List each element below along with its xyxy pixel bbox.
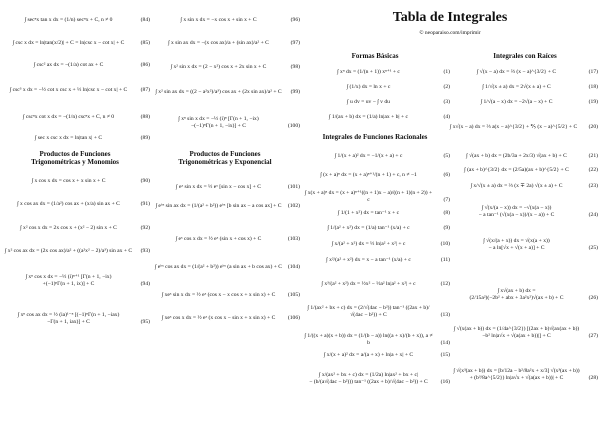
- formula-6: [304, 172, 450, 179]
- formula-number: (27): [588, 333, 598, 339]
- formula-89: [4, 135, 150, 142]
- formula-expression: ∫ 1/(1 + x²) dx = tan⁻¹ x + c: [337, 210, 400, 216]
- formula-expression: ∫ x²/(a² + x²) dx = x − a tan⁻¹ (x/a) + c: [326, 257, 411, 263]
- formula-expression: ∫ xeˣ cos x dx = ½ eˣ (x cos x − sin x + x sin x) + C: [161, 315, 276, 321]
- formula-expression: ∫ (1/x) dx = ln x + c: [346, 84, 391, 90]
- heading-line: Trigonométricas y Exponencial: [178, 158, 272, 166]
- formula-28: [452, 368, 598, 382]
- formula-27: [452, 326, 598, 340]
- formula-number: (16): [440, 379, 450, 385]
- formula-line: ∫ xⁿ cos ax dx = ½ (ia)¹⁻ⁿ [(−1)ⁿΓ(n + 1, −iax): [17, 312, 120, 318]
- formula-line: ∫ xⁿ cos x dx = −½ (i)ⁿ⁺¹ [Γ(n + 1, −ix): [25, 274, 112, 280]
- formula-88: [4, 114, 150, 121]
- formula-expression: ∫ sec x csc x dx = ln|tan x| + C: [34, 135, 103, 141]
- formula-105: [154, 292, 300, 299]
- formula-expression: ∫ u dv = uv − ∫ v du: [347, 99, 390, 105]
- formula-expression: ∫ x² sin x dx = (2 − x²) cos x + 2x sin x + C: [170, 64, 267, 70]
- formula-86: [4, 62, 150, 69]
- formula-number: (14): [440, 340, 450, 346]
- formula-85: [4, 40, 150, 47]
- formula-line: + (b³/8a^{5/2}) ln|a√x + √(a(ax + b))| + C: [469, 375, 564, 381]
- formula-18: [452, 84, 598, 91]
- formula-number: (13): [440, 312, 450, 318]
- formula-expression: ∫ √(ax + b) dx = (2b/3a + 2x/3) √(ax + b) + C: [466, 153, 567, 159]
- formula-expression: ∫ eᵇˣ sin ax dx = (1/(a² + b²)) eᵇˣ [b sin ax − a cos ax] + C: [155, 203, 282, 209]
- formula-expression: ∫ xⁿ dx = (1/(n + 1)) xⁿ⁺¹ + c: [337, 69, 400, 75]
- formula-94: [4, 274, 150, 288]
- formula-number: (20): [588, 124, 598, 130]
- formula-101: [154, 184, 300, 191]
- formula-97: [154, 40, 300, 47]
- formula-103: [154, 236, 300, 243]
- formula-number: (9): [443, 225, 450, 231]
- formula-expression: ∫ secⁿx tan x dx = (1/n) secⁿx + C, n ≠ 0: [24, 17, 113, 23]
- formula-expression: ∫ xeˣ sin x dx = ½ eˣ (cos x − x cos x + x sin x) + C: [161, 292, 276, 298]
- formula-5: [304, 153, 450, 160]
- formula-line: −Γ(n + 1, iax)] + C: [47, 319, 90, 325]
- formula-number: (4): [443, 114, 450, 120]
- formula-number: (7): [443, 197, 450, 203]
- formula-number: (100): [287, 123, 300, 129]
- formula-number: (90): [140, 178, 150, 184]
- formula-expression: ∫ 1/√(x ± a) dx = 2√(x ± a) + C: [482, 84, 551, 90]
- formula-8: [304, 210, 450, 217]
- formula-number: (101): [287, 184, 300, 190]
- formula-102: [154, 203, 300, 210]
- formula-expression: ∫ x cos x dx = cos x + x sin x + C: [31, 178, 106, 184]
- formula-number: (96): [290, 17, 300, 23]
- formula-9: [304, 225, 450, 232]
- formula-16: [304, 372, 450, 386]
- formula-expression: ∫ x² cos ax dx = (2x cos ax)/a² + ((a²x² − 2)/a³) sin ax + C: [4, 248, 133, 254]
- formula-line: ∫ x/(ax² + bx + c) dx = (1/2a) ln|ax² + bx + c|: [318, 372, 419, 378]
- formula-line: ∫ √(x/(a − x)) dx = −√(x(a − x)): [481, 205, 552, 211]
- formula-number: (86): [140, 62, 150, 68]
- formula-25: [452, 238, 598, 252]
- formula-number: (28): [588, 375, 598, 381]
- formula-number: (87): [140, 87, 150, 93]
- page-title: Tabla de Integrales: [392, 10, 508, 25]
- formula-expression: ∫ 1/((x + a)(x + b)) dx = (1/(b − a)) ln((a + x)/(b + x)), a ≠ b: [304, 333, 433, 346]
- formula-92: [4, 225, 150, 232]
- formula-12: [304, 281, 450, 288]
- formula-number: (1): [443, 69, 450, 75]
- formula-line: − (b/(a√(4ac − b²))) tan⁻¹ ((2ax + b)/√(4ac − b²)) + C: [309, 379, 428, 385]
- formula-21: [452, 153, 598, 160]
- formula-expression: ∫ eᵇˣ cos ax dx = (1/(a² + b²)) eᵇˣ (a sin ax + b cos ax) + C: [154, 264, 283, 270]
- formula-number: (85): [140, 40, 150, 46]
- formula-number: (17): [588, 69, 598, 75]
- formula-98: [154, 64, 300, 71]
- formula-number: (23): [588, 183, 598, 189]
- formula-expression: ∫ x² sin ax dx = ((2 − a²x²)/a³) cos ax + (2x sin ax)/a² + C: [155, 89, 282, 95]
- formula-number: (6): [443, 172, 450, 178]
- formula-expression: ∫ x/(x + a)² dx = a/(a + x) + ln|a + x| + C: [323, 352, 414, 358]
- formula-number: (84): [140, 17, 150, 23]
- formula-number: (103): [287, 236, 300, 242]
- formula-number: (91): [140, 201, 150, 207]
- formula-number: (8): [443, 210, 450, 216]
- heading-basic-forms: Formas Básicas: [351, 52, 399, 60]
- formula-number: (15): [440, 352, 450, 358]
- formula-number: (94): [140, 281, 150, 287]
- formula-24: [452, 205, 598, 219]
- formula-1: [304, 69, 450, 76]
- formula-number: (22): [588, 167, 598, 173]
- formula-expression: ∫ x/(a² + x²) dx = ½ ln|a² + x²| + c: [331, 241, 406, 247]
- formula-line: ∫ √(x(ax + b)) dx = (1/4a^{3/2}) [(2ax + b)√(ax(ax + b)): [453, 326, 580, 332]
- formula-number: (5): [443, 153, 450, 159]
- formula-number: (18): [588, 84, 598, 90]
- formula-4: [304, 114, 450, 121]
- formula-number: (88): [140, 114, 150, 120]
- formula-90: [4, 178, 150, 185]
- formula-99: [154, 89, 300, 96]
- formula-106: [154, 315, 300, 322]
- formula-expression: ∫ csc x dx = ln|tan(x/2)| + C = ln|csc x − cot x| + C: [12, 40, 125, 46]
- formula-expression: ∫ 1/(ax + b) dx = (1/a) ln|ax + b| + c: [329, 114, 408, 120]
- formula-expression: ∫ (x + a)ⁿ dx = (x + a)ⁿ⁺¹/(n + 1) + c, n ≠ −1: [320, 172, 417, 178]
- formula-15: [304, 352, 450, 359]
- formula-expression: ∫ (ax + b)^{3/2} dx = (2/5a)(ax + b)^{5/2} + C: [464, 167, 569, 173]
- formula-84: [4, 17, 150, 24]
- formula-expression: ∫ x sin ax dx = −(x cos ax)/a + (sin ax)/a² + C: [168, 40, 269, 46]
- formula-line: − a tan⁻¹ (√(x(a − x))/(x − a)) + C: [478, 212, 555, 218]
- formula-expression: ∫ √(x − a) dx = ⅔ (x − a)^{3/2} + C: [476, 69, 557, 75]
- heading-line: Trigonométricas y Monomios: [31, 158, 119, 166]
- formula-line: − a ln[√x + √(x + a)] + C: [488, 245, 545, 251]
- formula-22: [452, 167, 598, 174]
- formula-line: ∫ √(x³(ax + b)) dx = [b/12a − b²/8a²x + x/3] √(x³(ax + b)): [453, 368, 580, 374]
- formula-number: (12): [440, 281, 450, 287]
- formula-number: (26): [588, 295, 598, 301]
- formula-23: [452, 183, 598, 190]
- formula-10: [304, 241, 450, 248]
- formula-expression: ∫ 1/(ax² + bx + c) dx = (2/√(4ac − b²)) tan⁻¹ ((2ax + b)/√(4ac − b²)) + C: [307, 305, 430, 318]
- formula-number: (97): [290, 40, 300, 46]
- formula-number: (95): [140, 319, 150, 325]
- formula-number: (106): [287, 315, 300, 321]
- formula-20: [446, 124, 598, 131]
- formula-expression: ∫ eˣ sin x dx = ½ eˣ [sin x − cos x] + C: [176, 184, 261, 190]
- formula-100: [154, 116, 300, 130]
- formula-expression: ∫ csc² ax dx = −(1/a) cot ax + C: [33, 62, 104, 68]
- formula-96: [154, 17, 300, 24]
- formula-line: ∫ x√(ax + b) dx =: [497, 288, 536, 294]
- formula-14: [304, 333, 450, 347]
- formula-expression: ∫ cscⁿx cot x dx = −(1/n) cscⁿx + C, n ≠ 0: [22, 114, 115, 120]
- subtitle-link[interactable]: © neoparaiso.com/imprimir: [419, 30, 481, 36]
- heading-line: Productos de Funciones: [189, 150, 261, 158]
- formula-number: (105): [287, 292, 300, 298]
- formula-expression: ∫ 1/(x + a)² dx = −1/(x + a) + c: [334, 153, 403, 159]
- formula-87: [4, 87, 150, 94]
- formula-number: (89): [140, 135, 150, 141]
- formula-number: (3): [443, 99, 450, 105]
- formula-number: (19): [588, 99, 598, 105]
- formula-104: [154, 264, 300, 271]
- formula-91: [4, 201, 150, 208]
- formula-26: [452, 288, 598, 302]
- formula-expression: ∫ x³/(a² + x²) dx = ½x² − ½a² ln|a² + x²| + c: [321, 281, 416, 287]
- formula-line: ∫ xⁿ sin x dx = −½ (i)ⁿ [Γ(n + 1, −ix): [178, 116, 259, 122]
- formula-13: [304, 305, 450, 319]
- formula-number: (92): [140, 225, 150, 231]
- formula-number: (98): [290, 64, 300, 70]
- formula-number: (10): [440, 241, 450, 247]
- formula-expression: ∫ 1/√(a − x) dx = −2√(a − x) + C: [480, 99, 553, 105]
- formula-expression: ∫ x cos ax dx = (1/a²) cos ax + (x/a) sin ax + C: [17, 201, 120, 207]
- formula-number: (93): [140, 248, 150, 254]
- formula-3: [304, 99, 450, 106]
- formula-line: +(−1)ⁿΓ(n + 1, ix)] + C: [42, 281, 95, 287]
- formula-93: [4, 248, 150, 255]
- heading-trig-exponential: [150, 150, 300, 166]
- formula-17: [452, 69, 598, 76]
- formula-line: (2/15a²)(−2b² + abx + 3a²x²)√(ax + b) + C: [469, 295, 564, 301]
- formula-number: (99): [290, 89, 300, 95]
- formula-expression: ∫ x(x + a)ⁿ dx = (x + a)ⁿ⁺¹((n + 1)x − a)/((n + 1)(n + 2)) + c: [304, 190, 433, 203]
- formula-number: (104): [287, 264, 300, 270]
- formula-number: (21): [588, 153, 598, 159]
- formula-number: (24): [588, 212, 598, 218]
- formula-11: [304, 257, 450, 264]
- formula-expression: ∫ x√(x − a) dx = ⅔ a(x − a)^{3/2} + ⅖ (x − a)^{5/2} + C: [449, 124, 578, 130]
- formula-7: [304, 190, 450, 204]
- formula-expression: ∫ x² cos x dx = 2x cos x + (x² − 2) sin x + C: [20, 225, 117, 231]
- formula-19: [452, 99, 598, 106]
- heading-trig-monomials: [0, 150, 150, 166]
- formula-number: (25): [588, 245, 598, 251]
- heading-rational: Integrales de Funciones Racionales: [322, 133, 428, 141]
- formula-expression: ∫ eˣ cos x dx = ½ eˣ (sin x + cos x) + C: [175, 236, 262, 242]
- formula-expression: ∫ 1/(a² + x²) dx = (1/a) tan⁻¹ (x/a) + c: [327, 225, 410, 231]
- formula-expression: ∫ x sin x dx = −x cos x + sin x + C: [180, 17, 257, 23]
- heading-line: Productos de Funciones: [39, 150, 111, 158]
- formula-95: [4, 312, 150, 326]
- formula-line: −b² ln|a√x + √(a(ax + b))|] + C: [482, 333, 551, 339]
- formula-expression: ∫ csc³ x dx = −½ cot x csc x + ½ ln|csc x − cot x| + C: [9, 87, 128, 93]
- formula-line: ∫ √(x/(a + x)) dx = √(x(a + x)): [483, 238, 550, 244]
- formula-2: [304, 84, 450, 91]
- formula-number: (11): [440, 257, 450, 263]
- heading-roots: Integrales con Raíces: [493, 52, 557, 60]
- formula-number: (102): [287, 203, 300, 209]
- formula-number: (2): [443, 84, 450, 90]
- formula-line: −(−1)ⁿΓ(n + 1, −ix)] + C: [191, 123, 246, 129]
- formula-expression: ∫ x/√(x ± a) dx = ⅔ (x ∓ 2a) √(x ± a) + C: [470, 183, 563, 189]
